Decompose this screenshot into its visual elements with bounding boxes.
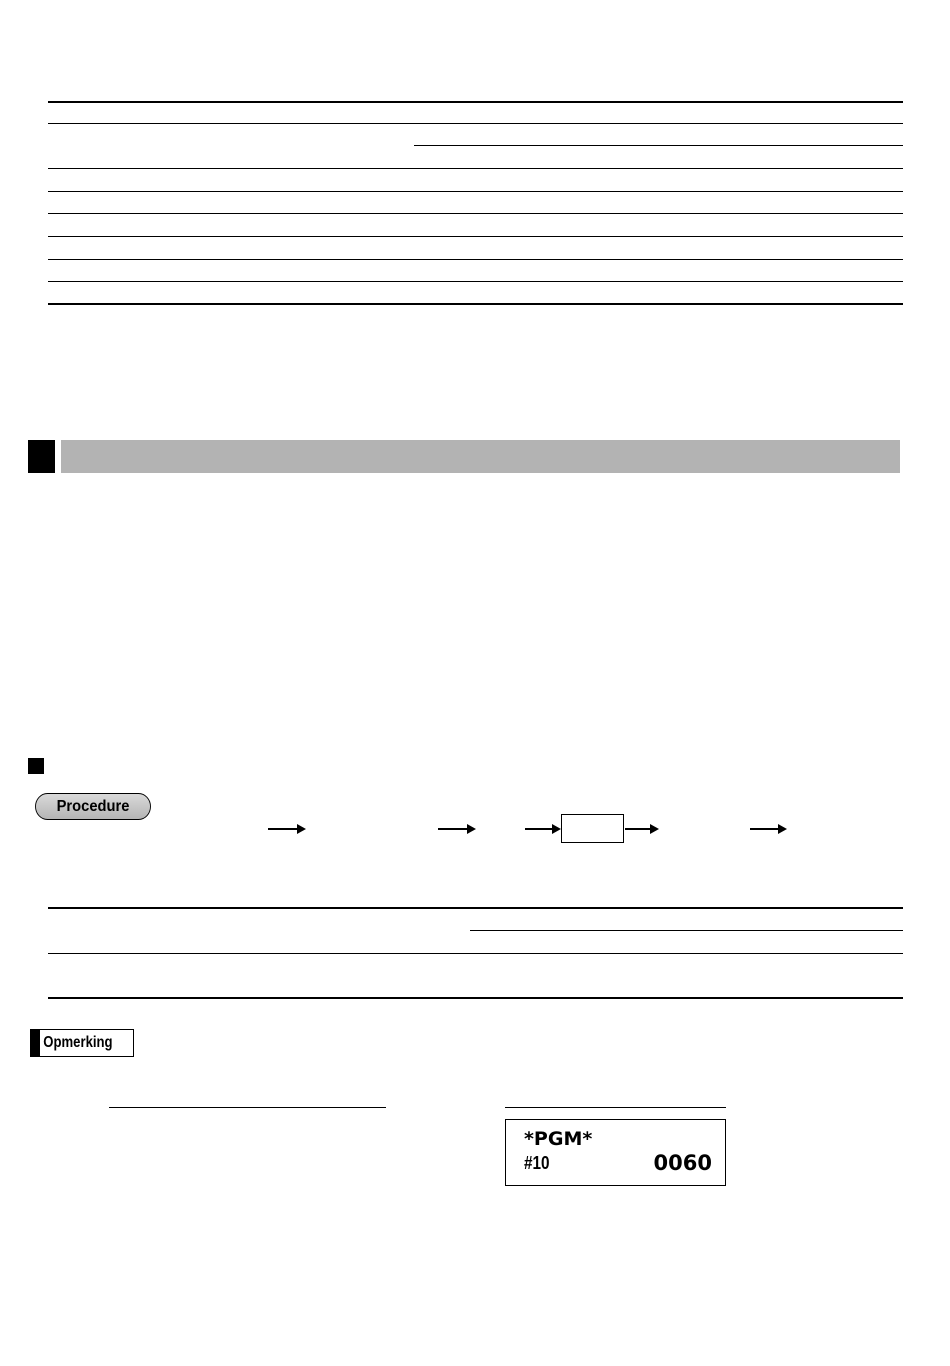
table-top-border — [48, 907, 903, 909]
table-row-line — [48, 259, 903, 260]
table-bottom-border — [48, 303, 903, 305]
table-row-line — [48, 213, 903, 214]
flow-arrow-icon — [438, 828, 474, 830]
display-value: 0060 — [653, 1151, 712, 1175]
flow-arrow-icon — [625, 828, 657, 830]
display-title: *PGM* — [524, 1128, 593, 1150]
flow-arrow-icon — [750, 828, 785, 830]
table-row-line — [48, 236, 903, 237]
section-marker — [28, 440, 55, 473]
table-subheader-line — [470, 930, 903, 931]
display-code: #10 — [524, 1153, 550, 1173]
caption-underline — [109, 1107, 386, 1108]
note-label: Opmerking — [43, 1034, 113, 1051]
flow-arrow-icon — [268, 828, 304, 830]
flow-arrow-icon — [525, 828, 559, 830]
table-row-line — [48, 191, 903, 192]
note-tag — [30, 1029, 134, 1057]
table-row-line — [48, 168, 903, 169]
subsection-bullet — [28, 758, 44, 774]
table-subheader-line — [414, 145, 903, 146]
print-display-box — [505, 1119, 726, 1186]
table-top-border — [48, 101, 903, 103]
procedure-badge — [35, 793, 151, 820]
section-header-bar — [61, 440, 900, 473]
table-row-line — [48, 123, 903, 124]
table-row-line — [48, 281, 903, 282]
table-row-line — [48, 953, 903, 954]
caption-underline — [505, 1107, 726, 1108]
table-bottom-border — [48, 997, 903, 999]
procedure-label: Procedure — [56, 797, 130, 815]
note-tag-marker — [31, 1030, 40, 1056]
key-box — [561, 814, 624, 843]
